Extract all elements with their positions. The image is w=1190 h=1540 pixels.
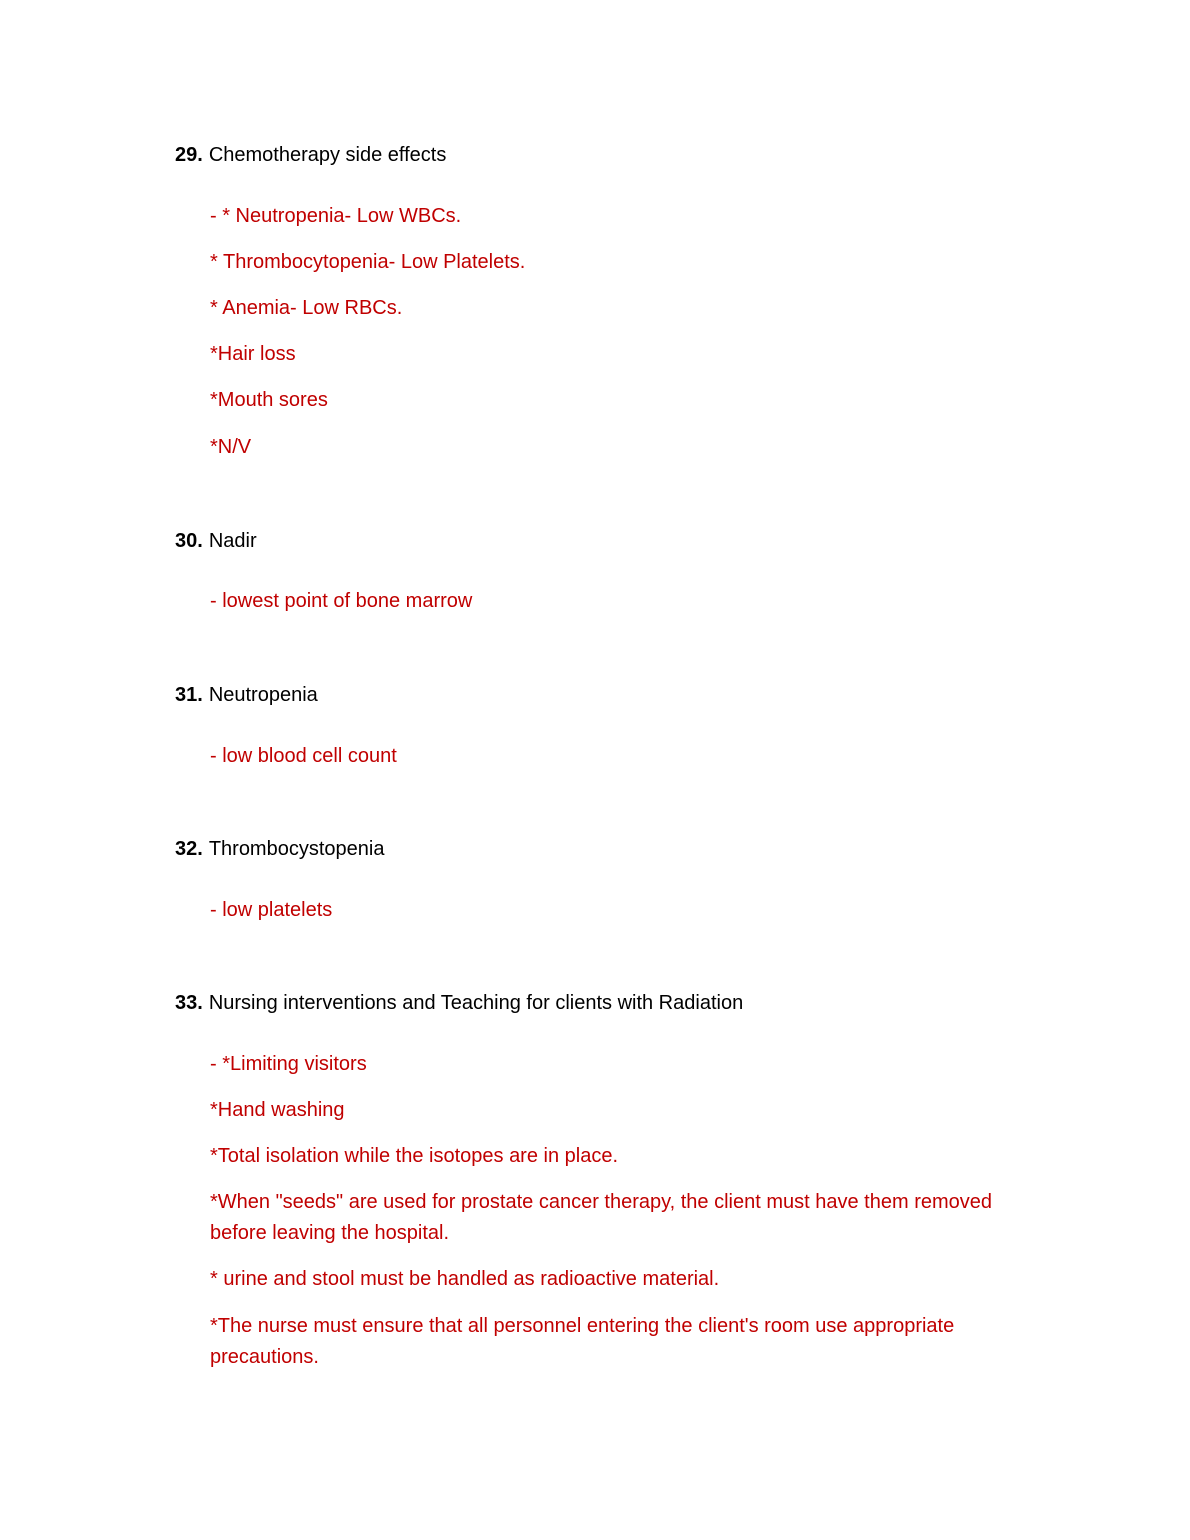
answer-line: *Hair loss — [210, 343, 296, 365]
answer-line: *The nurse must ensure that all personnel entering the client's room use appropriate precautions. — [210, 1315, 955, 1368]
answer-line: *Mouth sores — [210, 389, 328, 411]
question-33 — [175, 990, 1035, 1016]
answer-line: *Hand washing — [210, 1099, 345, 1121]
question-prompt: Chemotherapy side effects — [208, 144, 447, 166]
question-31 — [175, 682, 1035, 708]
question-number: 32. — [175, 838, 203, 860]
answer-line: - *Limiting visitors — [210, 1053, 367, 1075]
answer-line: * Anemia- Low RBCs. — [210, 297, 403, 319]
answer-line: - low blood cell count — [210, 745, 397, 767]
question-prompt: Nadir — [208, 530, 257, 552]
question-number: 33. — [175, 992, 203, 1014]
question-prompt: Neutropenia — [208, 684, 318, 706]
question-29 — [175, 142, 1035, 168]
question-number: 29. — [175, 144, 203, 166]
answer-line: * urine and stool must be handled as radioactive material. — [210, 1268, 720, 1290]
answer-line: - low platelets — [210, 899, 333, 921]
question-number: 30. — [175, 530, 203, 552]
question-number: 31. — [175, 684, 203, 706]
answer-line: - lowest point of bone marrow — [210, 590, 473, 612]
question-prompt: Nursing interventions and Teaching for clients with Radiation — [208, 992, 744, 1014]
answer-line: * Thrombocytopenia- Low Platelets. — [210, 251, 526, 273]
question-prompt: Thrombocystopenia — [208, 838, 385, 860]
answer-line: *N/V — [210, 436, 252, 458]
answer-line: - * Neutropenia- Low WBCs. — [210, 205, 462, 227]
answer-line: *Total isolation while the isotopes are in place. — [210, 1145, 619, 1167]
answer-line: *When "seeds" are used for prostate cancer therapy, the client must have them removed before leaving the hospital. — [210, 1191, 993, 1244]
question-32 — [175, 836, 1035, 862]
question-30 — [175, 528, 1035, 554]
